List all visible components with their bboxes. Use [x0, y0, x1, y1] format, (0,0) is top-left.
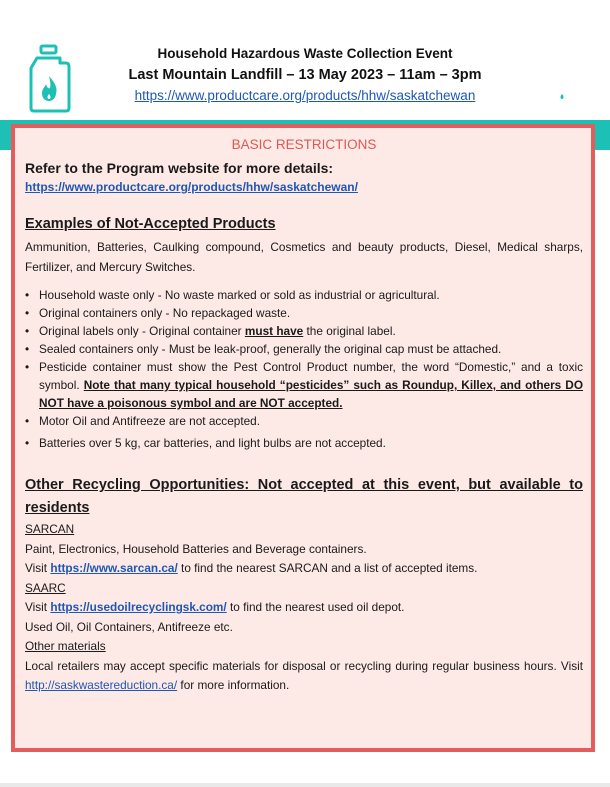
bullet-icon: • — [25, 436, 30, 450]
sarcan-visit-after: to find the nearest SARCAN and a list of accepted items. — [177, 561, 478, 575]
not-accepted-heading: Examples of Not-Accepted Products — [25, 216, 276, 232]
other-materials-body: Local retailers may accept specific materials for disposal or recycling during regular business hours. Visit — [25, 658, 583, 673]
saarc-visit-after: to find the nearest used oil depot. — [226, 600, 405, 614]
saarc-link[interactable]: https://usedoilrecyclingsk.com/ — [50, 600, 227, 614]
other-materials-after: for more information. — [177, 678, 290, 692]
list-item — [25, 434, 583, 452]
rule-pesticide: Pesticide container must show the Pest Control Product number, the word “Domestic,” and a toxic symbol. — [39, 360, 583, 392]
rules-list — [25, 286, 583, 452]
sarcan-heading: SARCAN — [25, 522, 75, 536]
waste-reduction-link[interactable]: http://saskwastereduction.ca/ — [25, 678, 178, 692]
list-item — [25, 412, 583, 430]
bullet-icon: • — [25, 360, 30, 374]
saarc-visit-line — [25, 598, 583, 618]
rule-motor-oil: Motor Oil and Antifreeze are not accepted. — [39, 414, 260, 428]
other-materials-heading: Other materials — [25, 639, 106, 653]
list-item — [25, 322, 583, 340]
rule-pesticide-note: Note that many typical household “pesticides” such as Roundup, Killex, and others DO NOT have a poisonous symbol and are NOT accepted. — [39, 378, 584, 410]
fuel-jug-flame-icon — [540, 44, 586, 114]
rule-labels-emphasis: must have — [244, 324, 304, 338]
panel-content — [25, 136, 583, 696]
list-item — [25, 358, 583, 412]
program-link[interactable]: https://www.productcare.org/products/hhw/saskatchewan/ — [25, 180, 358, 194]
saarc-heading: SAARC — [25, 580, 66, 595]
rule-labels-start: Original labels only - Original container — [39, 324, 245, 338]
rule-batteries: Batteries over 5 kg, car batteries, and light bulbs are not accepted. — [39, 436, 386, 450]
list-item — [25, 304, 583, 322]
sarcan-items: Paint, Electronics, Household Batteries and Beverage containers. — [25, 541, 367, 556]
saarc-items: Used Oil, Oil Containers, Antifreeze etc. — [25, 619, 233, 634]
basic-restrictions-panel — [11, 124, 595, 752]
rule-household: Household waste only - No waste marked or sold as industrial or agricultural. — [39, 288, 440, 302]
other-recycling-heading: Other Recycling Opportunities: Not accepted at this event, but available to residents — [25, 477, 583, 516]
event-title: Household Hazardous Waste Collection Event — [157, 46, 453, 61]
sarcan-link[interactable]: https://www.sarcan.ca/ — [50, 561, 178, 575]
website-link[interactable]: https://www.productcare.org/products/hhw/saskatchewan — [134, 88, 476, 103]
refer-text: Refer to the Program website for more details: — [25, 160, 334, 176]
list-item — [25, 286, 583, 304]
fuel-jug-flame-icon — [27, 44, 73, 114]
sarcan-visit-line — [25, 559, 583, 579]
rule-original-containers: Original containers only - No repackaged waste. — [39, 306, 291, 320]
restrictions-title: BASIC RESTRICTIONS — [231, 137, 377, 152]
sarcan-visit-text: Visit — [25, 561, 51, 575]
list-item — [25, 340, 583, 358]
bullet-icon: • — [25, 324, 30, 338]
bullet-icon: • — [25, 414, 30, 428]
not-accepted-list: Ammunition, Batteries, Caulking compound, Cosmetics and beauty products, Diesel, Medical sharps, Fertilizer, and Mercury Switches. — [25, 240, 583, 274]
rule-labels-end: the original label. — [303, 324, 396, 338]
bullet-icon: • — [25, 342, 30, 356]
header-text — [80, 44, 530, 106]
saarc-visit-text: Visit — [25, 600, 51, 614]
rule-sealed: Sealed containers only - Must be leak-proof, generally the original cap must be attached. — [39, 342, 502, 356]
event-details: Last Mountain Landfill – 13 May 2023 – 11am – 3pm — [128, 67, 482, 83]
bullet-icon: • — [25, 288, 30, 302]
bullet-icon: • — [25, 306, 30, 320]
other-materials-text — [25, 657, 583, 696]
page-bottom-rule — [0, 783, 610, 787]
